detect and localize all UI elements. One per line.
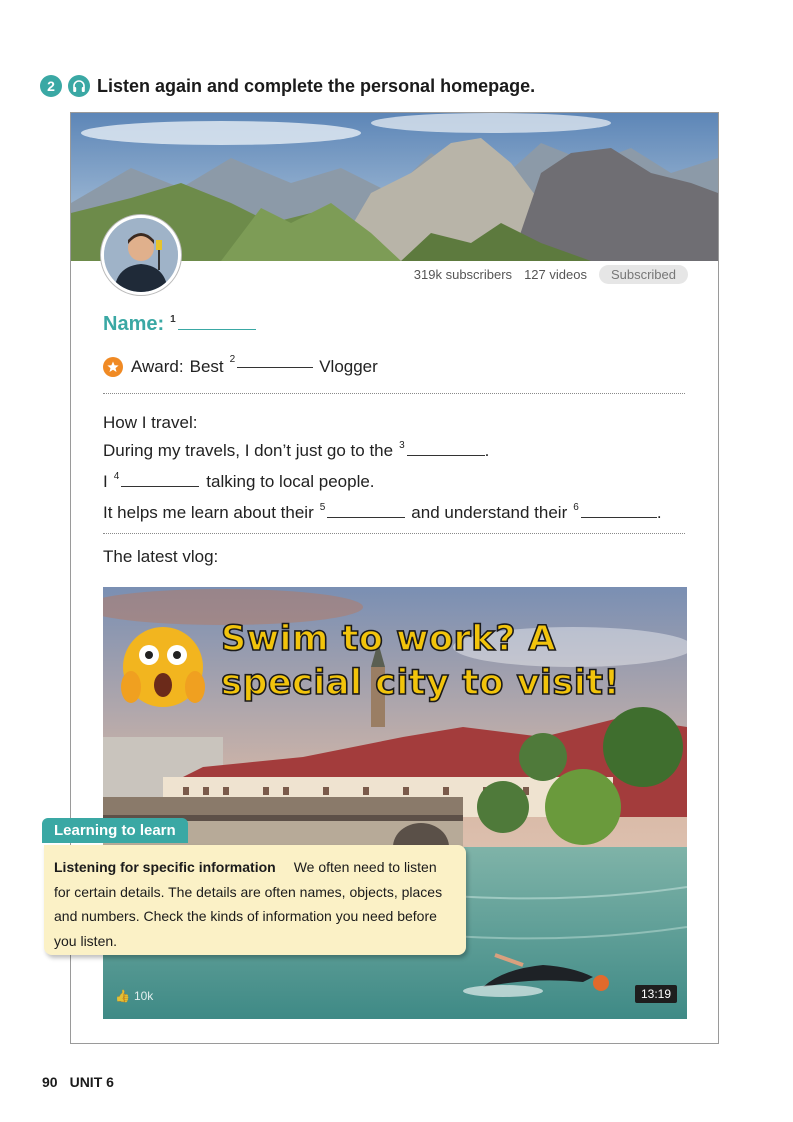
subscriber-count: 319k subscribers — [413, 267, 513, 282]
channel-stats — [414, 265, 688, 284]
vlog-title: Swim to work? A special city to visit! — [221, 619, 620, 703]
page-footer — [42, 1074, 114, 1090]
how-i-travel-section — [103, 409, 662, 530]
blank-number: 2 — [229, 353, 236, 365]
exercise-number: 2 — [40, 75, 62, 97]
tip-heading: Listening for specific information — [54, 859, 276, 875]
travel-line-1 — [103, 437, 662, 468]
unit-label: UNIT 6 — [69, 1074, 114, 1090]
blank-number: 1 — [170, 314, 176, 325]
like-count: 10k — [133, 989, 154, 1003]
sentence-text: and understand their — [411, 503, 568, 522]
blank-number: 5 — [319, 502, 326, 513]
answer-blank-6[interactable] — [581, 516, 657, 518]
answer-blank-3[interactable] — [407, 454, 485, 456]
award-row — [103, 353, 378, 377]
thumbs-up-icon: 👍 — [115, 989, 130, 1003]
avatar — [101, 215, 181, 295]
learning-to-learn-box — [44, 845, 466, 955]
award-prefix: Best — [189, 357, 224, 376]
answer-blank-2[interactable] — [237, 366, 313, 368]
divider — [103, 533, 685, 534]
award-suffix: Vlogger — [319, 357, 378, 376]
sentence-text: It helps me learn about their — [103, 503, 314, 522]
answer-blank-5[interactable] — [327, 516, 405, 518]
answer-blank-1[interactable] — [178, 328, 256, 330]
like-counter[interactable] — [115, 989, 153, 1003]
sentence-text: talking to local people. — [206, 472, 375, 491]
blank-number: 6 — [573, 502, 579, 513]
blank-number: 4 — [113, 471, 120, 482]
subscribed-button[interactable]: Subscribed — [599, 265, 688, 284]
answer-blank-4[interactable] — [121, 485, 199, 487]
exercise-instruction: Listen again and complete the personal homepage. — [97, 75, 536, 96]
latest-vlog-label: The latest vlog: — [103, 547, 219, 566]
tip-body: We often need to listen for certain details. The details are often names, objects, places and numbers. Check the kinds of information you need before you listen. — [54, 859, 443, 949]
name-label: Name: — [103, 313, 165, 335]
page-number: 90 — [42, 1074, 58, 1090]
video-duration: 13:19 — [635, 985, 677, 1003]
travel-line-3 — [103, 499, 662, 530]
award-label: Award: — [131, 357, 184, 376]
exercise-heading — [40, 72, 535, 100]
sentence-end: . — [656, 503, 662, 522]
sentence-text: During my travels, I don’t just go to the — [103, 441, 394, 460]
blank-number: 3 — [399, 440, 405, 451]
sentence-end: . — [484, 441, 490, 460]
video-count: 127 videos — [524, 267, 587, 282]
divider — [103, 393, 685, 394]
learning-to-learn-tab: Learning to learn — [42, 818, 188, 843]
name-row — [103, 313, 256, 336]
sentence-text: I — [103, 472, 108, 491]
headphones-icon — [68, 75, 90, 97]
section-title: How I travel: — [103, 413, 198, 432]
star-icon — [103, 357, 123, 377]
